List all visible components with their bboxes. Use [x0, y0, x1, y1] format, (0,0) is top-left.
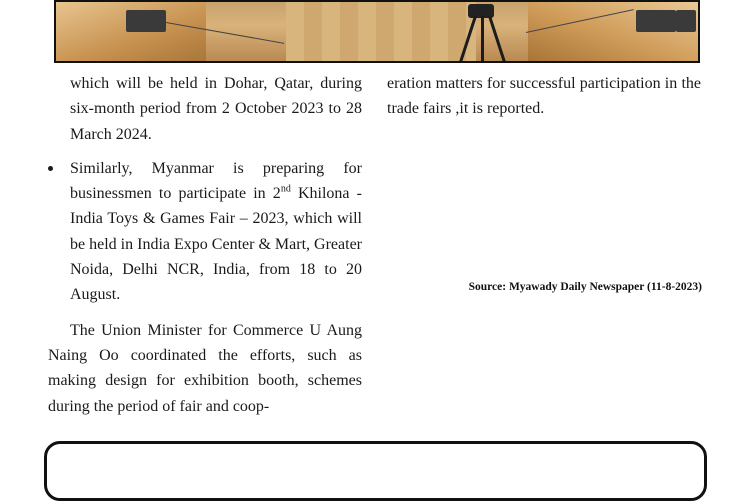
minister-paragraph: The Union Minister for Commerce U Aung Naing Oo coordinated the efforts, such as making design for exhibition booth, schemes during the period of fair and coop-: [48, 321, 362, 415]
ordinal-suffix: nd: [280, 183, 291, 195]
right-text-column: [387, 71, 701, 122]
bullet-text-part: Similarly, Myanmar is preparing for businessmen to participate in 2: [70, 159, 362, 203]
photo-tripod-leg: [481, 16, 484, 63]
photo-parquet-floor: [286, 2, 476, 61]
left-continuation-text: which will be held in Dohar, Qatar, during six-month period from 2 October 2023 to 28 March 2024.: [70, 75, 362, 143]
right-continuation-text: eration matters for successful participation in the trade fairs ,it is reported.: [387, 75, 701, 118]
photo-microphone: [636, 10, 676, 32]
bullet-text: [70, 156, 362, 308]
bullet-dot-icon: [48, 166, 53, 171]
left-text-column: [48, 71, 362, 419]
bullet-text-part: Khilona -India Toys & Games Fair – 2023, which will be held in India Expo Center & Mart, Greater Noida, Delhi NCR, India, from 18 to 20 August.: [70, 185, 362, 304]
source-citation: Source: Myawady Daily Newspaper (11-8-2023): [468, 281, 702, 293]
bullet-item: [48, 156, 362, 308]
photo-microphone: [676, 10, 696, 32]
photo-tripod-leg: [488, 16, 506, 63]
photo-microphone: [126, 10, 166, 32]
conference-room-photo: [54, 0, 700, 63]
bottom-rounded-box: [44, 441, 707, 501]
